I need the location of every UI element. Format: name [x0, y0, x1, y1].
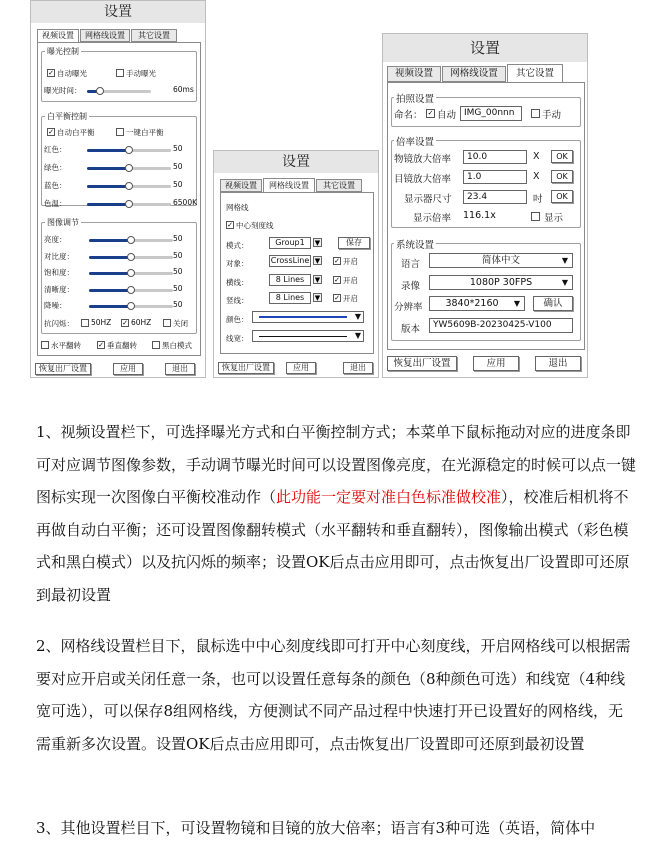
- exposure-group-label: 曝光控制: [47, 47, 79, 56]
- apply-button[interactable]: 应用: [473, 356, 519, 371]
- vline-on-label: 开启: [343, 294, 358, 303]
- slider-value: 50: [173, 283, 183, 293]
- tab-grid[interactable]: 网格线设置: [442, 66, 506, 82]
- language-label: 语言: [401, 259, 421, 270]
- slider-label: 对比度：: [44, 251, 74, 261]
- panel-title: 设置: [31, 1, 205, 23]
- parameter-slider[interactable]: [89, 305, 173, 308]
- paragraph-video-part2: ），校准后相机将不再做自动白平衡；还可设置图像翻转模式（水平翻转和垂直翻转），图像输出模式（彩色模式和黑白模式）以及抗闪烁的频率；设置OK后点击应用即可，点击恢复出厂设置即可还原到最初设置: [36, 488, 630, 604]
- exit-button[interactable]: 退出: [165, 363, 195, 375]
- hflip-checkbox[interactable]: [41, 341, 49, 349]
- vflip-label: 垂直翻转: [107, 341, 137, 350]
- slider-label: 饱和度：: [44, 268, 74, 277]
- chevron-down-icon[interactable]: ▼: [314, 294, 321, 302]
- parameter-slider[interactable]: [89, 272, 173, 275]
- display-inch-label: 吋: [533, 194, 543, 205]
- vline-label: 竖线：: [226, 296, 249, 305]
- slider-value: 6500K: [173, 198, 198, 207]
- slider-label: 色温：: [44, 199, 67, 208]
- manual-exposure-label: 手动曝光: [126, 69, 156, 78]
- slider-value: 50: [173, 234, 183, 243]
- panel-title: 设置: [383, 34, 587, 62]
- object-on-checkbox[interactable]: ✓: [334, 257, 340, 265]
- bw-label: 黑白模式: [162, 341, 192, 350]
- slider-value: 50: [173, 267, 183, 276]
- reset-button[interactable]: 恢复出厂设置: [35, 363, 91, 375]
- center-line-checkbox[interactable]: ✓: [227, 221, 233, 229]
- chevron-down-icon: ▼: [561, 278, 568, 287]
- paragraph-video-settings: [36, 416, 636, 611]
- name-label: 命名：: [394, 110, 423, 121]
- oneclick-wb-checkbox[interactable]: [116, 128, 124, 136]
- language-select[interactable]: [429, 253, 573, 268]
- objective-label: 物镜放大倍率: [394, 154, 452, 165]
- eyepiece-label: 目镜放大倍率: [394, 174, 452, 185]
- exit-button[interactable]: 退出: [535, 356, 581, 371]
- objective-x: X: [533, 151, 540, 162]
- parameter-slider[interactable]: [89, 239, 173, 242]
- color-label: 颜色：: [226, 315, 249, 324]
- show-mag-checkbox[interactable]: [531, 212, 540, 221]
- center-line-label: 中心刻度线: [236, 221, 274, 230]
- width-select[interactable]: [252, 330, 364, 342]
- image-group-label: 图像调节: [47, 218, 79, 227]
- auto-exposure-checkbox[interactable]: ✓: [48, 69, 54, 77]
- auto-exposure-label: 自动曝光: [57, 69, 87, 78]
- exposure-time-value: 60ms: [173, 85, 194, 94]
- vline-select[interactable]: 8 Lines: [269, 292, 311, 304]
- settings-panel-grid: [213, 150, 379, 378]
- objective-ok-button[interactable]: OK: [551, 150, 573, 163]
- version-value: YW5609B-20230425-V100: [429, 318, 573, 333]
- flicker-label: 抗闪烁：: [44, 319, 74, 328]
- wb-group-label: 白平衡控制: [47, 112, 87, 121]
- manual-exposure-checkbox[interactable]: [116, 69, 124, 77]
- color-select[interactable]: [252, 311, 364, 323]
- paragraph-video-part1: 1、视频设置栏下，可选择曝光方式和白平衡控制方式；本菜单下鼠标拖动对应的进度条即可对应调节图像参数，手动调节曝光时间可以设置图像亮度，在光源稳定的时候可以点一键图标实现一次图像白平衡校准动作（: [36, 423, 637, 506]
- flicker-off-checkbox[interactable]: [163, 319, 171, 327]
- chevron-down-icon[interactable]: ▼: [314, 239, 321, 247]
- chevron-down-icon: ▼: [561, 256, 568, 265]
- bw-checkbox[interactable]: [152, 341, 160, 349]
- auto-name-input[interactable]: IMG_00nnn: [460, 106, 522, 121]
- chevron-down-icon: ▼: [513, 299, 520, 308]
- slider-label: 降噪：: [44, 301, 67, 310]
- panel-title: 设置: [214, 151, 378, 173]
- parameter-slider[interactable]: [89, 256, 173, 259]
- record-select[interactable]: [429, 275, 573, 290]
- tab-grid[interactable]: 网格线设置: [263, 178, 315, 193]
- hline-on-label: 开启: [343, 276, 358, 285]
- apply-button[interactable]: 应用: [113, 363, 143, 375]
- slider-value: 50: [173, 300, 183, 309]
- hline-on-checkbox[interactable]: ✓: [334, 276, 340, 284]
- tab-video[interactable]: 视频设置: [37, 29, 79, 43]
- save-button[interactable]: 保存: [338, 237, 370, 249]
- auto-name-checkbox[interactable]: ✓: [427, 109, 434, 117]
- hflip-label: 水平翻转: [51, 341, 81, 350]
- eyepiece-ok-button[interactable]: OK: [551, 170, 573, 183]
- tab-other[interactable]: 其它设置: [316, 179, 362, 192]
- tab-video[interactable]: 视频设置: [387, 66, 441, 82]
- slider-label: 亮度：: [44, 235, 67, 244]
- exposure-time-slider[interactable]: [87, 90, 151, 93]
- tab-grid[interactable]: 网格线设置: [80, 29, 130, 42]
- resolution-value: 3840*2160: [445, 298, 499, 309]
- reset-button[interactable]: 恢复出厂设置: [387, 356, 457, 371]
- slider-value: 50: [173, 144, 183, 153]
- shown-mag-label: 显示倍率: [413, 213, 452, 224]
- resolution-label: 分辨率: [394, 302, 423, 313]
- flicker-off-label: 关闭: [173, 319, 188, 328]
- parameter-slider[interactable]: [87, 185, 171, 188]
- grid-group-label: 网格线: [226, 203, 249, 212]
- eyepiece-x: X: [533, 171, 540, 182]
- shown-mag-value: 116.1x: [463, 210, 496, 221]
- paragraph-grid-settings: 2、网格线设置栏目下，鼠标选中中心刻度线即可打开中心刻度线，开启网格线可以根据需要对应开启或关闭任意一条，也可以设置任意每条的颜色（8种颜色可选）和线宽（4种线宽可选），可以保存8组网格线，方便测试不同产品过程中快速打开已设置好的网格线，无需重新多次设置。设置OK后点击应用即可，点击恢复出厂设置即可还原到最初设置: [36, 637, 631, 753]
- paragraph-other-settings: 3、其他设置栏目下，可设置物镜和目镜的放大倍率；语言有3种可选（英语，简体中: [36, 819, 596, 837]
- flicker-60hz-label: 60HZ: [131, 318, 152, 327]
- language-value: 简体中文: [481, 255, 520, 266]
- oneclick-wb-label: 一键白平衡: [126, 128, 164, 137]
- vflip-checkbox[interactable]: ✓: [98, 341, 104, 349]
- mode-select[interactable]: Group1: [269, 237, 311, 249]
- objective-input[interactable]: 10.0: [463, 150, 527, 164]
- auto-wb-label: 自动白平衡: [57, 128, 95, 137]
- eyepiece-input[interactable]: 1.0: [463, 170, 527, 184]
- resolution-select[interactable]: [429, 296, 525, 311]
- slider-value: 50: [173, 162, 183, 171]
- system-group-label: 系统设置: [394, 237, 436, 251]
- manual-name-label: 手动: [542, 110, 562, 121]
- slider-label: 红色：: [44, 145, 67, 154]
- object-select[interactable]: CrossLine: [270, 256, 310, 265]
- object-on-label: 开启: [343, 257, 358, 266]
- mode-label: 模式：: [226, 241, 249, 250]
- slider-label: 清晰度：: [44, 284, 74, 294]
- show-mag-label: 显示: [544, 213, 564, 224]
- photo-group-label: 拍照设置: [394, 91, 436, 105]
- display-size-input[interactable]: 23.4: [463, 190, 527, 204]
- tab-other[interactable]: 其它设置: [507, 64, 563, 83]
- tab-other[interactable]: 其它设置: [131, 29, 177, 42]
- tab-video[interactable]: 视频设置: [220, 179, 262, 192]
- settings-panel-other: [382, 33, 588, 378]
- parameter-slider[interactable]: [87, 149, 171, 152]
- version-label: 版本: [401, 324, 421, 335]
- paragraph-video-warning: 此功能一定要对准白色标准做校准: [276, 488, 502, 506]
- parameter-slider[interactable]: [87, 167, 171, 170]
- display-size-label: 显示器尺寸: [404, 194, 452, 205]
- settings-panel-video: [30, 0, 206, 378]
- record-value: 1080P 30FPS: [469, 277, 533, 288]
- slider-label: 绿色：: [44, 163, 67, 172]
- hline-label: 横线：: [226, 278, 249, 287]
- slider-value: 50: [173, 180, 183, 189]
- hline-select[interactable]: 8 Lines: [269, 274, 311, 286]
- auto-wb-checkbox[interactable]: ✓: [48, 128, 54, 136]
- apply-button[interactable]: 应用: [286, 362, 316, 374]
- vline-on-checkbox[interactable]: ✓: [334, 294, 340, 302]
- slider-label: 蓝色：: [44, 181, 67, 190]
- mag-group-label: 倍率设置: [394, 134, 436, 148]
- flicker-50hz-label: 50HZ: [91, 318, 112, 327]
- width-label: 线宽：: [226, 334, 249, 343]
- exposure-time-label: 曝光时间：: [44, 86, 82, 95]
- manual-name-checkbox[interactable]: [531, 109, 540, 118]
- parameter-slider[interactable]: [89, 289, 173, 292]
- parameter-slider[interactable]: [87, 203, 171, 206]
- chevron-down-icon: ▼: [354, 312, 361, 321]
- chevron-down-icon: ▼: [354, 331, 361, 340]
- object-label: 对象：: [226, 259, 249, 268]
- color-swatch-line: [259, 316, 347, 318]
- flicker-50hz-checkbox[interactable]: [81, 319, 89, 327]
- exit-button[interactable]: 退出: [343, 362, 373, 374]
- line-width-sample: [259, 336, 347, 337]
- record-label: 录像: [401, 281, 421, 292]
- chevron-down-icon[interactable]: ▼: [314, 276, 321, 284]
- auto-name-label: 自动: [437, 110, 457, 121]
- slider-value: 50: [173, 250, 183, 260]
- flicker-60hz-checkbox[interactable]: ✓: [122, 319, 128, 327]
- display-ok-button[interactable]: OK: [551, 190, 573, 203]
- resolution-confirm-button[interactable]: 确认: [533, 296, 573, 311]
- chevron-down-icon[interactable]: ▼: [314, 257, 321, 265]
- reset-button[interactable]: 恢复出厂设置: [218, 362, 274, 374]
